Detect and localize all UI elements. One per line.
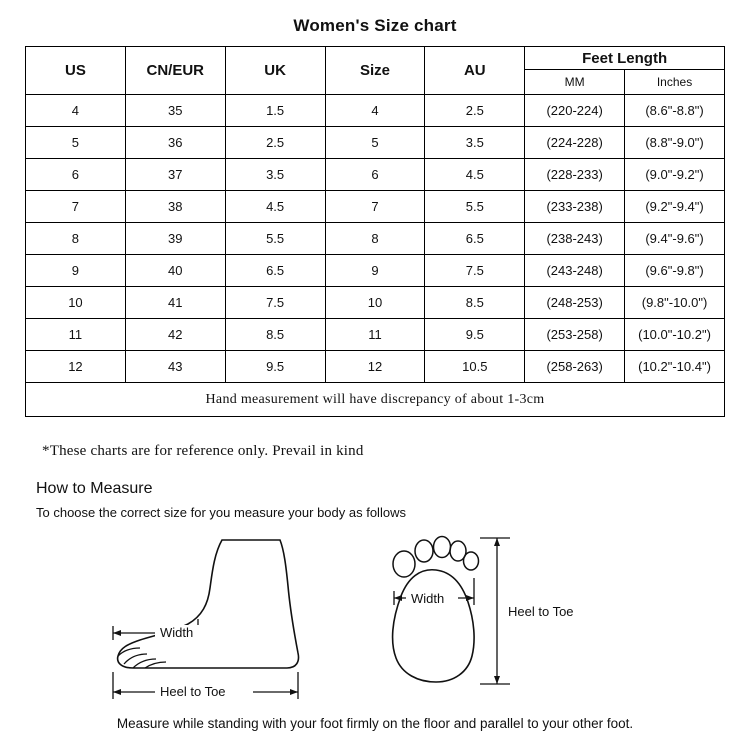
cell-size: 11 <box>325 319 425 351</box>
table-body <box>26 95 725 417</box>
table-row <box>26 95 725 127</box>
cell-mm: (248-253) <box>525 287 625 319</box>
cell-size: 8 <box>325 223 425 255</box>
table-row <box>26 191 725 223</box>
cell-mm: (238-243) <box>525 223 625 255</box>
cell-us: 10 <box>26 287 126 319</box>
top-view-heel-to-toe-label: Heel to Toe <box>508 604 574 619</box>
side-view-width-label: Width <box>160 625 194 640</box>
cell-uk: 8.5 <box>225 319 325 351</box>
cell-inches: (9.0"-9.2") <box>625 159 725 191</box>
table-header-row-1 <box>26 47 725 70</box>
top-view-width-label: Width <box>411 591 445 606</box>
column-header-inches: Inches <box>625 70 725 95</box>
cell-cn-eur: 40 <box>125 255 225 287</box>
cell-mm: (224-228) <box>525 127 625 159</box>
cell-au: 7.5 <box>425 255 525 287</box>
cell-cn-eur: 38 <box>125 191 225 223</box>
cell-mm: (220-224) <box>525 95 625 127</box>
cell-uk: 9.5 <box>225 351 325 383</box>
cell-size: 9 <box>325 255 425 287</box>
cell-au: 6.5 <box>425 223 525 255</box>
foot-side-view-icon <box>118 540 299 668</box>
cell-us: 12 <box>26 351 126 383</box>
table-head <box>26 47 725 95</box>
page-title: Women's Size chart <box>293 16 457 35</box>
column-header-mm: MM <box>525 70 625 95</box>
cell-au: 8.5 <box>425 287 525 319</box>
measurement-discrepancy-note: Hand measurement will have discrepancy of about 1-3cm <box>26 383 725 417</box>
cell-au: 3.5 <box>425 127 525 159</box>
cell-cn-eur: 41 <box>125 287 225 319</box>
side-view-heel-to-toe-label: Heel to Toe <box>160 684 226 699</box>
reference-only-note: *These charts are for reference only. Prevail in kind <box>42 443 364 459</box>
cell-us: 4 <box>26 95 126 127</box>
cell-cn-eur: 36 <box>125 127 225 159</box>
cell-us: 7 <box>26 191 126 223</box>
column-header-feet-length: Feet Length <box>525 47 725 70</box>
cell-mm: (243-248) <box>525 255 625 287</box>
cell-uk: 7.5 <box>225 287 325 319</box>
cell-size: 4 <box>325 95 425 127</box>
size-chart-table <box>25 46 725 417</box>
cell-au: 10.5 <box>425 351 525 383</box>
cell-inches: (9.2"-9.4") <box>625 191 725 223</box>
column-header-us: US <box>26 47 126 95</box>
cell-uk: 4.5 <box>225 191 325 223</box>
cell-cn-eur: 42 <box>125 319 225 351</box>
column-header-size: Size <box>325 47 425 95</box>
table-row <box>26 223 725 255</box>
table-row <box>26 287 725 319</box>
table-row <box>26 351 725 383</box>
cell-cn-eur: 35 <box>125 95 225 127</box>
cell-inches: (10.0"-10.2") <box>625 319 725 351</box>
column-header-cn-eur: CN/EUR <box>125 47 225 95</box>
cell-uk: 6.5 <box>225 255 325 287</box>
cell-mm: (228-233) <box>525 159 625 191</box>
column-header-au: AU <box>425 47 525 95</box>
cell-inches: (8.6"-8.8") <box>625 95 725 127</box>
top-view-width-measure <box>394 578 474 607</box>
measurement-diagram <box>0 524 750 714</box>
table-row <box>26 127 725 159</box>
cell-uk: 1.5 <box>225 95 325 127</box>
cell-au: 4.5 <box>425 159 525 191</box>
top-view-heel-to-toe-measure <box>480 538 574 684</box>
column-header-uk: UK <box>225 47 325 95</box>
cell-size: 12 <box>325 351 425 383</box>
table-row <box>26 319 725 351</box>
foot-top-view-icon <box>393 537 479 683</box>
footer-measure-instruction: Measure while standing with your foot firmly on the floor and parallel to your other foot. <box>116 716 634 731</box>
cell-inches: (10.2"-10.4") <box>625 351 725 383</box>
cell-cn-eur: 37 <box>125 159 225 191</box>
cell-inches: (9.4"-9.6") <box>625 223 725 255</box>
cell-cn-eur: 39 <box>125 223 225 255</box>
cell-au: 5.5 <box>425 191 525 223</box>
table-note-row <box>26 383 725 417</box>
cell-mm: (233-238) <box>525 191 625 223</box>
cell-mm: (258-263) <box>525 351 625 383</box>
table-row <box>26 255 725 287</box>
cell-us: 9 <box>26 255 126 287</box>
cell-au: 9.5 <box>425 319 525 351</box>
cell-inches: (9.8"-10.0") <box>625 287 725 319</box>
cell-mm: (253-258) <box>525 319 625 351</box>
how-to-measure-subtitle: To choose the correct size for you measure your body as follows <box>36 505 406 520</box>
cell-size: 5 <box>325 127 425 159</box>
cell-uk: 3.5 <box>225 159 325 191</box>
how-to-measure-title: How to Measure <box>36 480 153 497</box>
cell-size: 10 <box>325 287 425 319</box>
table-row <box>26 159 725 191</box>
cell-us: 6 <box>26 159 126 191</box>
cell-inches: (8.8"-9.0") <box>625 127 725 159</box>
cell-size: 6 <box>325 159 425 191</box>
cell-uk: 5.5 <box>225 223 325 255</box>
cell-uk: 2.5 <box>225 127 325 159</box>
cell-au: 2.5 <box>425 95 525 127</box>
cell-size: 7 <box>325 191 425 223</box>
cell-inches: (9.6"-9.8") <box>625 255 725 287</box>
cell-us: 5 <box>26 127 126 159</box>
cell-cn-eur: 43 <box>125 351 225 383</box>
side-view-heel-to-toe-measure <box>113 672 298 700</box>
cell-us: 8 <box>26 223 126 255</box>
cell-us: 11 <box>26 319 126 351</box>
